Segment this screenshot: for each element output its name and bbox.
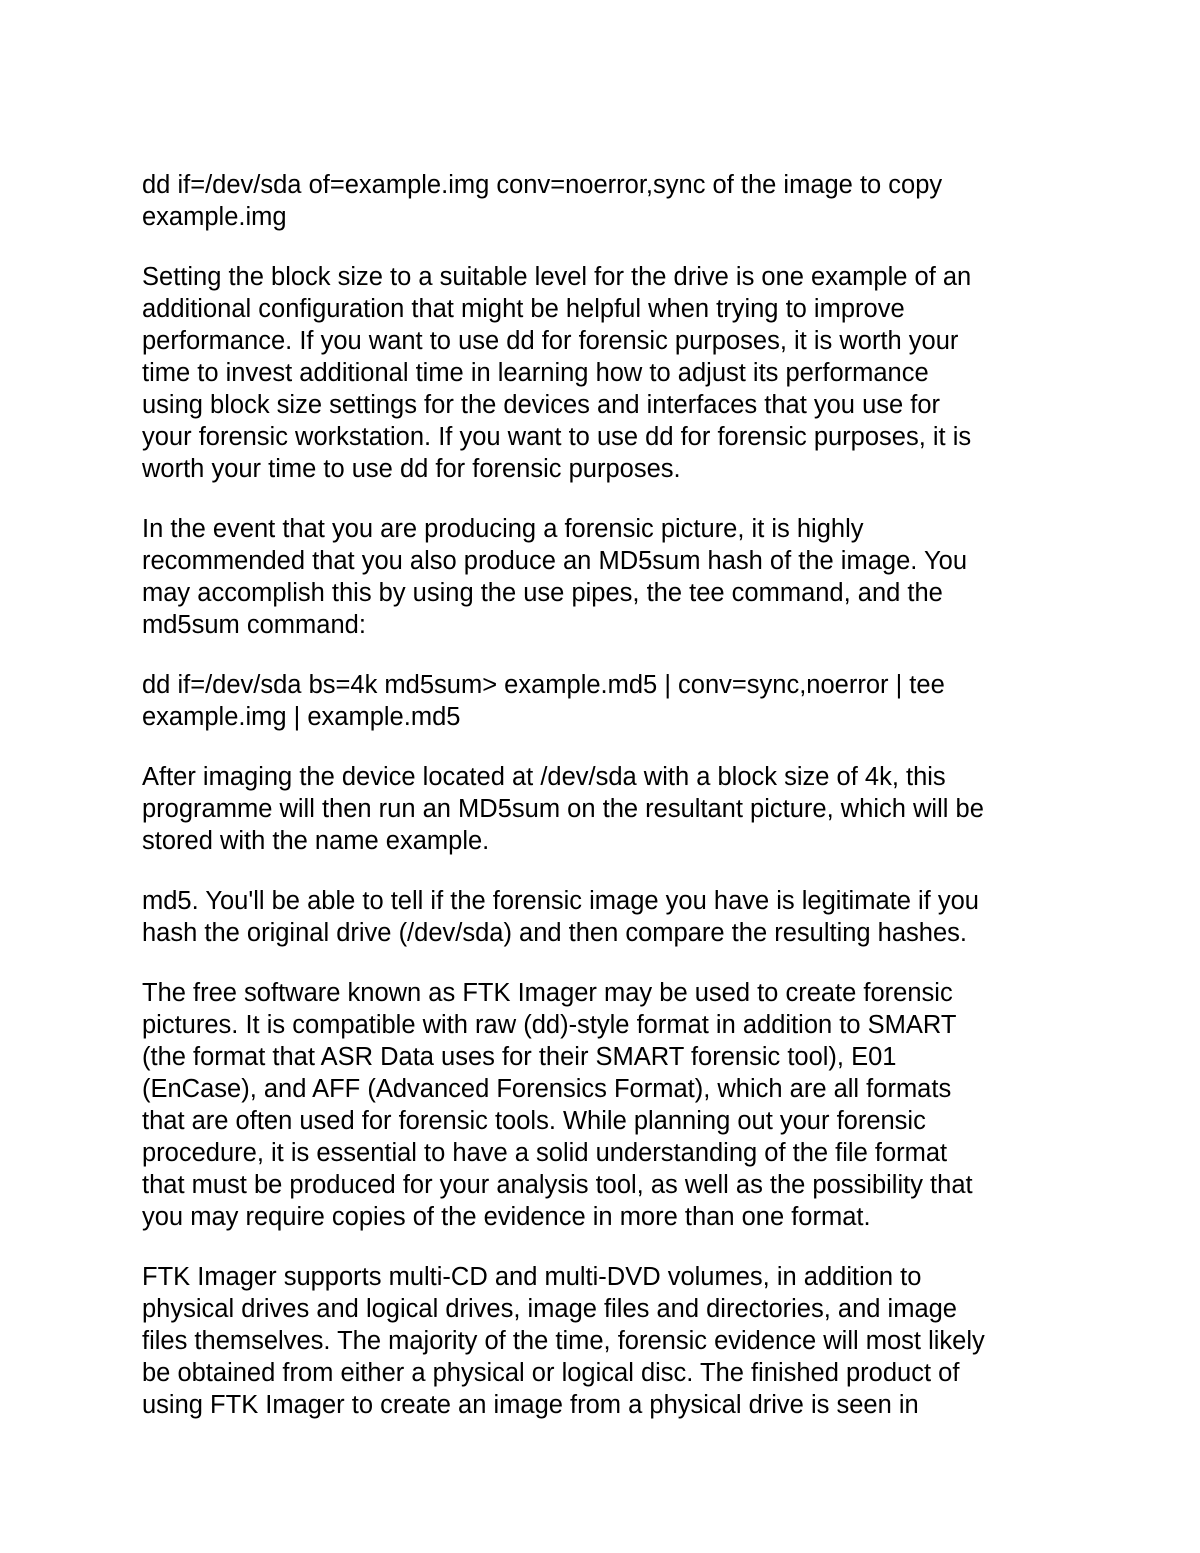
text-line: that are often used for forensic tools. While planning out your forensic: [142, 1107, 926, 1135]
text-line: example.img: [142, 203, 287, 231]
text-line: md5. You'll be able to tell if the forensic image you have is legitimate if you: [142, 887, 979, 915]
text-line: programme will then run an MD5sum on the resultant picture, which will be: [142, 795, 984, 823]
text-line: files themselves. The majority of the time, forensic evidence will most likely: [142, 1327, 985, 1355]
text-line: recommended that you also produce an MD5sum hash of the image. You: [142, 547, 968, 575]
text-line: that must be produced for your analysis tool, as well as the possibility that: [142, 1171, 973, 1199]
paragraph: [142, 169, 1062, 233]
text-line: (EnCase), and AFF (Advanced Forensics Format), which are all formats: [142, 1075, 952, 1103]
paragraph: [142, 513, 1062, 641]
text-line: FTK Imager supports multi-CD and multi-DVD volumes, in addition to: [142, 1263, 922, 1291]
text-line: The free software known as FTK Imager may be used to create forensic: [142, 979, 953, 1007]
paragraph: [142, 977, 1062, 1233]
text-line: hash the original drive (/dev/sda) and then compare the resulting hashes.: [142, 919, 967, 947]
text-line: dd if=/dev/sda of=example.img conv=noerror,sync of the image to copy: [142, 171, 943, 199]
text-line: dd if=/dev/sda bs=4k md5sum> example.md5 | conv=sync,noerror | tee: [142, 671, 945, 699]
paragraph: [142, 761, 1062, 857]
text-line: your forensic workstation. If you want to use dd for forensic purposes, it is: [142, 423, 972, 451]
text-line: using FTK Imager to create an image from a physical drive is seen in: [142, 1391, 919, 1419]
text-line: performance. If you want to use dd for forensic purposes, it is worth your: [142, 327, 959, 355]
text-line: physical drives and logical drives, image files and directories, and image: [142, 1295, 957, 1323]
text-line: Setting the block size to a suitable level for the drive is one example of an: [142, 263, 972, 291]
text-line: In the event that you are producing a forensic picture, it is highly: [142, 515, 864, 543]
text-line: stored with the name example.: [142, 827, 490, 855]
paragraph: [142, 669, 1062, 733]
text-line: pictures. It is compatible with raw (dd)-style format in addition to SMART: [142, 1011, 957, 1039]
text-line: procedure, it is essential to have a solid understanding of the file format: [142, 1139, 948, 1167]
paragraph: [142, 885, 1062, 949]
paragraph: [142, 1261, 1062, 1421]
text-line: example.img | example.md5: [142, 703, 461, 731]
document-body: [142, 169, 1062, 1449]
text-line: may accomplish this by using the use pipes, the tee command, and the: [142, 579, 943, 607]
text-line: additional configuration that might be helpful when trying to improve: [142, 295, 905, 323]
text-line: using block size settings for the devices and interfaces that you use for: [142, 391, 941, 419]
text-line: time to invest additional time in learning how to adjust its performance: [142, 359, 929, 387]
text-line: be obtained from either a physical or logical disc. The finished product of: [142, 1359, 960, 1387]
paragraph: [142, 261, 1062, 485]
text-line: you may require copies of the evidence in more than one format.: [142, 1203, 871, 1231]
text-line: After imaging the device located at /dev/sda with a block size of 4k, this: [142, 763, 946, 791]
text-line: (the format that ASR Data uses for their SMART forensic tool), E01: [142, 1043, 897, 1071]
text-line: worth your time to use dd for forensic purposes.: [142, 455, 681, 483]
text-line: md5sum command:: [142, 611, 366, 639]
